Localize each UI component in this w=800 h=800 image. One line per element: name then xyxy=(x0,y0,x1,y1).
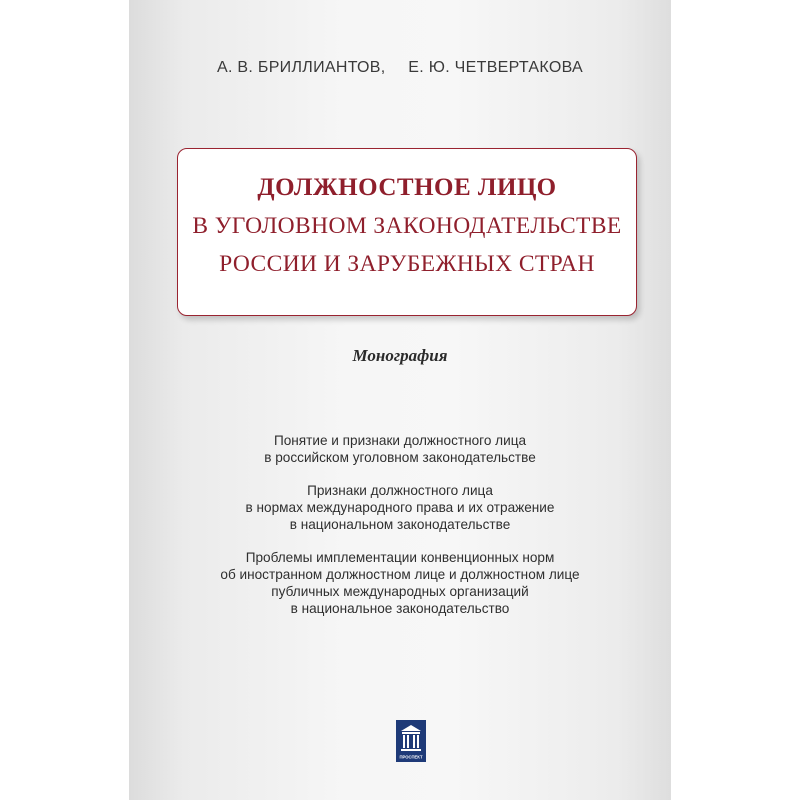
topic-item xyxy=(129,482,671,533)
topic-line: Признаки должностного лица xyxy=(307,483,493,498)
topic-line: Понятие и признаки должностного лица xyxy=(273,433,527,448)
publisher-logo-icon xyxy=(396,720,426,762)
topic-line: в национальном законодательстве xyxy=(289,517,511,532)
publisher-name: ПРОСПЕКТ xyxy=(399,754,423,760)
topic-line: в нормах международного права и их отражение xyxy=(245,500,555,515)
topics-list xyxy=(129,432,671,633)
author-2: Е. Ю. ЧЕТВЕРТАКОВА xyxy=(408,59,584,76)
topic-line: об иностранном должностном лице и должностном лице xyxy=(220,567,580,582)
book-cover xyxy=(129,0,671,800)
book-title-line-1: ДОЛЖНОСТНОЕ ЛИЦО xyxy=(257,174,557,201)
genre-label: Монография xyxy=(352,346,448,365)
book-title-line-3: РОССИИ И ЗАРУБЕЖНЫХ СТРАН xyxy=(219,251,595,277)
topic-item xyxy=(129,549,671,617)
book-title-line-2: В УГОЛОВНОМ ЗАКОНОДАТЕЛЬСТВЕ xyxy=(192,213,622,239)
title-box xyxy=(177,148,637,316)
authors xyxy=(129,59,671,77)
topic-line: публичных международных организаций xyxy=(271,584,529,599)
topic-item xyxy=(129,432,671,466)
topic-line: в национальное законодательство xyxy=(290,601,510,616)
author-1: А. В. БРИЛЛИАНТОВ, xyxy=(216,59,386,76)
topic-line: Проблемы имплементации конвенционных норм xyxy=(245,550,555,565)
topic-line: в российском уголовном законодательстве xyxy=(264,450,536,465)
